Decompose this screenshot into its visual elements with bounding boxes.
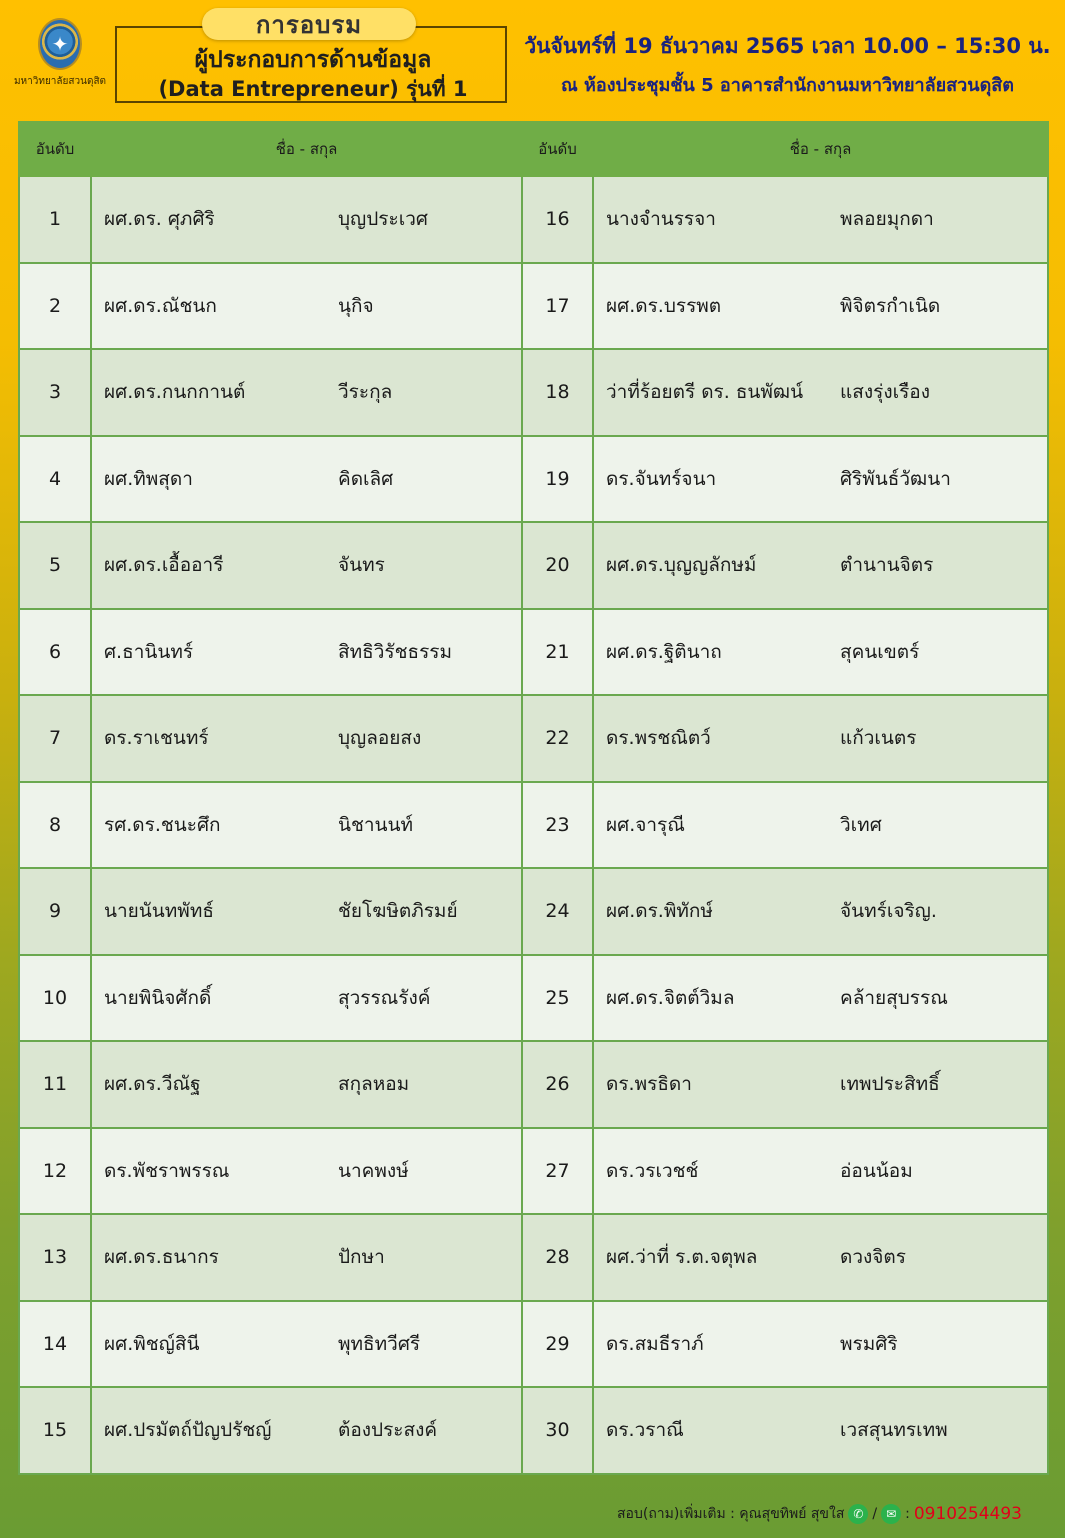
name-cell [91, 349, 522, 436]
name-cell [593, 522, 1048, 609]
last-name: แก้วเนตร [840, 727, 917, 750]
rank-cell: 8 [19, 782, 91, 869]
separator: / [872, 1506, 878, 1522]
table-row [19, 609, 1048, 696]
phone-icon: ✆ [848, 1504, 868, 1524]
first-name: นางจำนรรจา [606, 208, 716, 231]
rank-cell: 21 [522, 609, 593, 696]
rank-cell: 25 [522, 955, 593, 1042]
rank-cell: 1 [19, 176, 91, 263]
rank-cell: 30 [522, 1387, 593, 1474]
name-cell [91, 436, 522, 523]
line-icon: ✉ [881, 1504, 901, 1524]
name-cell [593, 1387, 1048, 1474]
first-name: ผศ.ดร.เอื้ออารี [104, 554, 224, 577]
first-name: ดร.สมธีราภ์ [606, 1332, 704, 1355]
course-subtitle: (Data Entrepreneur) รุ่นที่ 1 [158, 77, 468, 101]
column-header-name: ชื่อ - สกุล [593, 122, 1048, 176]
first-name: ดร.วราณี [606, 1419, 684, 1442]
last-name: บุญประเวศ [338, 208, 428, 231]
last-name: พุทธิทวีศรี [338, 1332, 421, 1355]
first-name: ผศ.ดร.กนกกานต์ [104, 381, 246, 404]
last-name: ชัยโฆษิตภิรมย์ [338, 900, 458, 923]
last-name: นุกิจ [338, 294, 374, 317]
colon: : [905, 1506, 910, 1522]
table-row [19, 868, 1048, 955]
first-name: ผศ.ดร.บรรพต [606, 294, 722, 317]
last-name: อ่อนน้อม [840, 1159, 913, 1182]
first-name: ดร.จันทร์จนา [606, 467, 717, 490]
last-name: ศิริพันธ์วัฒนา [840, 467, 951, 490]
last-name: สิทธิวิรัชธรรม [338, 640, 453, 663]
name-cell [91, 868, 522, 955]
last-name: นาคพงษ์ [338, 1159, 409, 1182]
first-name: รศ.ดร.ชนะศึก [104, 813, 221, 836]
rank-cell: 6 [19, 609, 91, 696]
first-name: ผศ.ดร.วีณัฐ [104, 1073, 201, 1096]
participant-table [18, 121, 1049, 1475]
last-name: คิดเลิศ [338, 467, 394, 490]
table-row [19, 1041, 1048, 1128]
name-cell [593, 1128, 1048, 1215]
name-cell [593, 349, 1048, 436]
last-name: พรมศิริ [840, 1332, 898, 1355]
last-name: บุญลอยสง [338, 727, 422, 750]
rank-cell: 10 [19, 955, 91, 1042]
first-name: ผศ.ดร.บุญญลักษม์ [606, 554, 757, 577]
first-name: ดร.พรธิดา [606, 1073, 692, 1096]
rank-cell: 7 [19, 695, 91, 782]
table-row [19, 522, 1048, 609]
contact-footer [0, 1503, 1022, 1525]
rank-cell: 19 [522, 436, 593, 523]
last-name: สุวรรณรังค์ [338, 986, 431, 1009]
name-cell [593, 436, 1048, 523]
rank-cell: 23 [522, 782, 593, 869]
rank-cell: 18 [522, 349, 593, 436]
first-name: ผศ.ดร. ศุภศิริ [104, 208, 215, 231]
name-cell [91, 695, 522, 782]
first-name: ดร.พรชณิตว์ [606, 727, 711, 750]
table-header-row [19, 122, 1048, 176]
rank-cell: 28 [522, 1214, 593, 1301]
rank-cell: 13 [19, 1214, 91, 1301]
column-header-rank: อันดับ [19, 122, 91, 176]
last-name: พิจิตรกำเนิด [840, 294, 941, 317]
university-logo [8, 18, 112, 89]
name-cell [593, 695, 1048, 782]
last-name: คล้ายสุบรรณ [840, 986, 948, 1009]
name-cell [91, 263, 522, 350]
last-name: เวสสุนทรเทพ [840, 1419, 948, 1442]
first-name: ผศ.พิชญ์สินี [104, 1332, 200, 1355]
first-name: ดร.วรเวชช์ [606, 1159, 699, 1182]
rank-cell: 22 [522, 695, 593, 782]
header [0, 0, 1065, 118]
last-name: สกุลหอม [338, 1073, 410, 1096]
table-row [19, 1128, 1048, 1215]
last-name: สุคนเขตร์ [840, 640, 920, 663]
name-cell [91, 955, 522, 1042]
rank-cell: 29 [522, 1301, 593, 1388]
name-cell [91, 1301, 522, 1388]
rank-cell: 17 [522, 263, 593, 350]
name-cell [91, 1041, 522, 1128]
rank-cell: 4 [19, 436, 91, 523]
rank-cell: 15 [19, 1387, 91, 1474]
table-row [19, 782, 1048, 869]
last-name: แสงรุ่งเรือง [840, 381, 930, 404]
logo-caption: มหาวิทยาลัยสวนดุสิต [13, 76, 107, 87]
last-name: ตำนานจิตร [840, 554, 934, 577]
rank-cell: 14 [19, 1301, 91, 1388]
last-name: เทพประสิทธิ์ [840, 1073, 940, 1096]
first-name: ผศ.ว่าที่ ร.ต.จตุพล [606, 1246, 758, 1269]
name-cell [91, 1128, 522, 1215]
name-cell [593, 1214, 1048, 1301]
rank-cell: 9 [19, 868, 91, 955]
name-cell [593, 263, 1048, 350]
first-name: ผศ.ดร.พิทักษ์ [606, 900, 713, 923]
name-cell [593, 1041, 1048, 1128]
table-row [19, 1301, 1048, 1388]
name-cell [91, 782, 522, 869]
table-row [19, 263, 1048, 350]
name-cell [91, 1214, 522, 1301]
name-cell [593, 782, 1048, 869]
last-name: ปักษา [338, 1246, 385, 1269]
last-name: จันทร [338, 554, 385, 577]
table-row [19, 695, 1048, 782]
last-name: จันทร์เจริญ. [840, 900, 937, 923]
table-row [19, 436, 1048, 523]
table-row [19, 1387, 1048, 1474]
name-cell [593, 609, 1048, 696]
first-name: ผศ.ดร.ณัชนก [104, 294, 217, 317]
name-cell [91, 522, 522, 609]
rank-cell: 16 [522, 176, 593, 263]
name-cell [91, 176, 522, 263]
last-name: ดวงจิตร [840, 1246, 906, 1269]
first-name: ผศ.ดร.ธนากร [104, 1246, 219, 1269]
event-location: ณ ห้องประชุมชั้น 5 อาคารสำนักงานมหาวิทยาลัยสวนดุสิต [561, 75, 1014, 96]
last-name: นิชานนท์ [338, 813, 414, 836]
rank-cell: 12 [19, 1128, 91, 1215]
last-name: วิเทศ [840, 813, 882, 836]
rank-cell: 20 [522, 522, 593, 609]
event-date: วันจันทร์ที่ 19 ธันวาคม 2565 เวลา 10.00 – 15:30 น. [524, 34, 1051, 58]
first-name: ผศ.ทิพสุดา [104, 467, 193, 490]
first-name: ผศ.ดร.ฐิตินาถ [606, 640, 722, 663]
first-name: ผศ.จารุณี [606, 813, 685, 836]
rank-cell: 27 [522, 1128, 593, 1215]
first-name: ผศ.ดร.จิตต์วิมล [606, 986, 735, 1009]
rank-cell: 11 [19, 1041, 91, 1128]
first-name: ศ.ธานินทร์ [104, 640, 194, 663]
last-name: พลอยมุกดา [840, 208, 934, 231]
name-cell [91, 1387, 522, 1474]
rank-cell: 24 [522, 868, 593, 955]
rank-cell: 26 [522, 1041, 593, 1128]
course-title: ผู้ประกอบการด้านข้อมูล [194, 47, 432, 73]
name-cell [593, 868, 1048, 955]
first-name: ผศ.ปรมัตถ์ปัญปรัชญ์ [104, 1419, 272, 1442]
table-row [19, 349, 1048, 436]
phone-number[interactable]: 0910254493 [913, 1504, 1022, 1524]
title-pill: การอบรม [202, 8, 416, 40]
name-cell [91, 609, 522, 696]
rank-cell: 2 [19, 263, 91, 350]
rank-cell: 3 [19, 349, 91, 436]
name-cell [593, 1301, 1048, 1388]
participant-table-container [18, 121, 1047, 1475]
university-seal-icon: ✦ [38, 18, 82, 70]
column-header-name: ชื่อ - สกุล [91, 122, 522, 176]
contact-text: สอบ(ถาม)เพิ่มเติม : คุณสุขทิพย์ สุขใส [617, 1506, 845, 1522]
table-row [19, 955, 1048, 1042]
first-name: นายพินิจศักดิ์ [104, 986, 212, 1009]
first-name: ว่าที่ร้อยตรี ดร. ธนพัฒน์ [606, 381, 804, 404]
last-name: วีระกุล [338, 381, 393, 404]
first-name: นายนันทพัทธ์ [104, 900, 214, 923]
rank-cell: 5 [19, 522, 91, 609]
last-name: ต้องประสงค์ [338, 1419, 438, 1442]
first-name: ดร.ราเชนทร์ [104, 727, 209, 750]
first-name: ดร.พัชราพรรณ [104, 1159, 230, 1182]
name-cell [593, 176, 1048, 263]
table-row [19, 1214, 1048, 1301]
table-row [19, 176, 1048, 263]
column-header-rank: อันดับ [522, 122, 593, 176]
name-cell [593, 955, 1048, 1042]
